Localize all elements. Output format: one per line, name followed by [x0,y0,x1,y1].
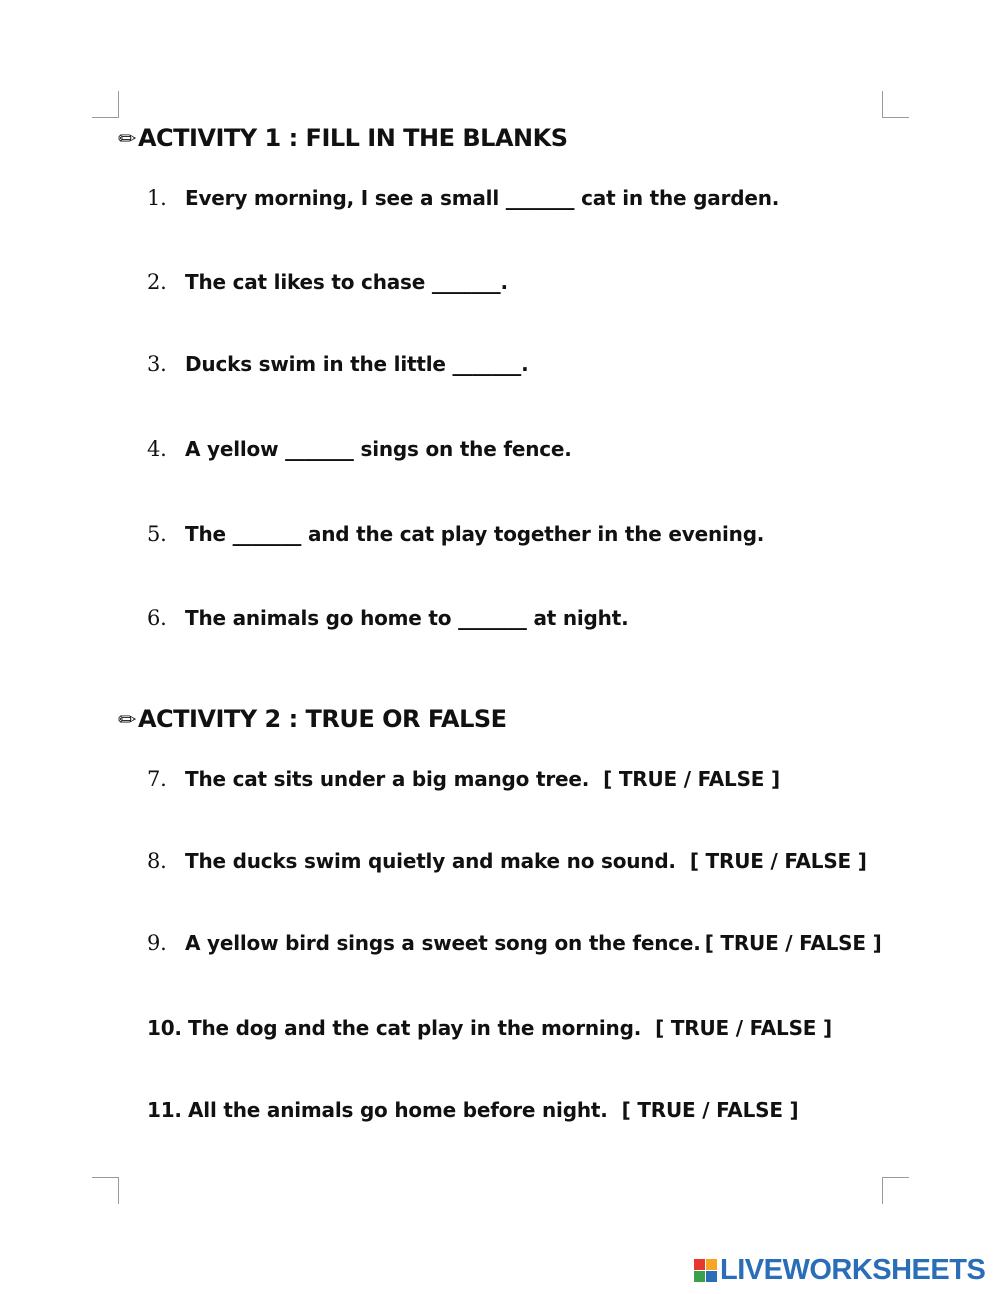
question-text: The animals go home to _______ at night. [185,606,629,630]
activity2-heading [118,705,507,733]
question-number: 8. [147,849,167,873]
activity1-heading [118,124,568,152]
question-text: Ducks swim in the little _______. [185,352,529,376]
question-6 [147,606,628,630]
question-number: 4. [147,437,167,461]
logo-text: LIVEWORKSHEETS [720,1253,986,1286]
pencil-icon: ✏ [118,127,136,152]
crop-mark-top-left [92,91,119,118]
liveworksheets-logo [694,1254,985,1286]
liveworksheets-logo-icon [694,1259,717,1282]
question-4 [147,437,572,461]
question-text: The dog and the cat play in the morning. [188,1016,642,1040]
question-text: The ducks swim quietly and make no sound. [185,849,676,873]
question-number: 6. [147,606,167,630]
activity2-title: ACTIVITY 2 : TRUE OR FALSE [137,705,507,733]
question-text: Every morning, I see a small _______ cat in the garden. [185,186,780,210]
true-false-choice: [ TRUE / FALSE ] [621,1098,799,1122]
question-number: 3. [147,352,167,376]
activity1-title: ACTIVITY 1 : FILL IN THE BLANKS [137,124,568,152]
question-number: 10. [147,1016,182,1040]
question-text: A yellow bird sings a sweet song on the fence. [185,931,701,955]
question-1 [147,186,779,210]
true-false-choice: [ TRUE / FALSE ] [655,1016,832,1040]
true-false-choice: [ TRUE / FALSE ] [603,767,780,791]
question-text: A yellow _______ sings on the fence. [185,437,572,461]
question-9 [147,931,882,955]
question-text: All the animals go home before night. [188,1098,608,1122]
question-2 [147,270,508,294]
question-5 [147,522,764,546]
crop-mark-bottom-left [92,1177,119,1204]
question-number: 11. [147,1098,182,1122]
question-8 [147,849,867,873]
question-text: The _______ and the cat play together in the evening. [185,522,765,546]
true-false-choice: [ TRUE / FALSE ] [704,931,882,955]
question-number: 9. [147,931,167,955]
crop-mark-bottom-right [882,1177,909,1204]
question-3 [147,352,529,376]
question-7 [147,767,780,791]
true-false-choice: [ TRUE / FALSE ] [689,849,867,873]
question-10 [147,1016,832,1040]
question-number: 2. [147,270,167,294]
question-11 [147,1098,798,1122]
pencil-icon: ✏ [118,708,136,733]
question-number: 1. [147,186,167,210]
question-number: 5. [147,522,167,546]
question-number: 7. [147,767,167,791]
question-text: The cat sits under a big mango tree. [185,767,590,791]
crop-mark-top-right [882,91,909,118]
question-text: The cat likes to chase _______. [185,270,508,294]
